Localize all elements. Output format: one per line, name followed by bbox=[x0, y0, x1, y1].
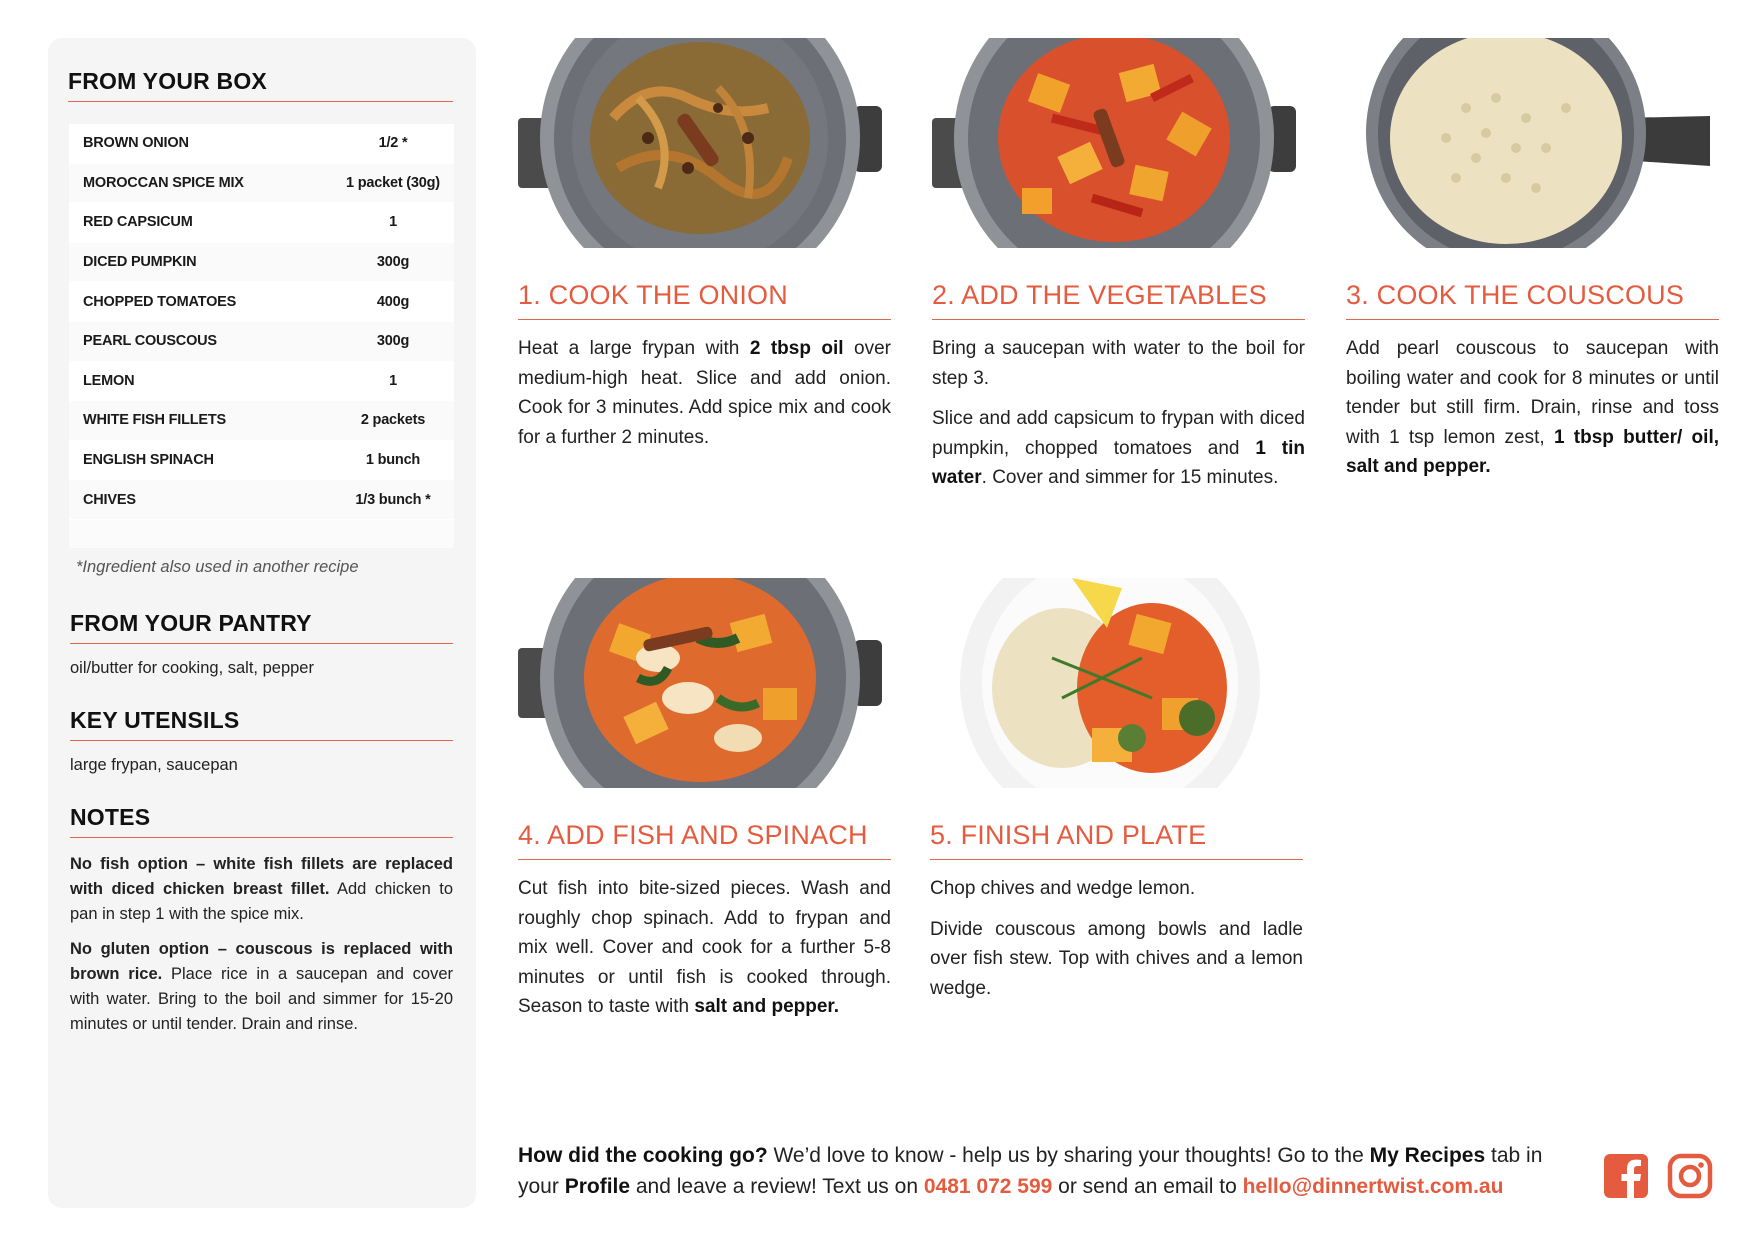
pantry-text: oil/butter for cooking, salt, pepper bbox=[70, 659, 314, 677]
ingredient-name: ENGLISH SPINACH bbox=[83, 452, 214, 469]
step1-title: 1. COOK THE ONION bbox=[518, 280, 891, 320]
footer-text-2: tab in your bbox=[518, 1144, 1543, 1198]
step4-title: 4. ADD FISH AND SPINACH bbox=[518, 820, 891, 860]
step4-photo-pan-fish-spinach bbox=[518, 578, 882, 788]
notes-body bbox=[70, 852, 453, 1047]
from-your-pantry-title: FROM YOUR PANTRY bbox=[70, 610, 453, 644]
step4-text-1: Cut fish into bite-sized pieces. Wash and roughly chop spinach. Add to frypan and mix well. Cover and cook for a further 5-8 minutes or until fish is cooked through. Season to taste with bbox=[518, 878, 891, 1017]
ingredient-qty: 1 bbox=[389, 214, 397, 231]
ingredient-name: WHITE FISH FILLETS bbox=[83, 412, 227, 429]
footer-text-1: We’d love to know - help us by sharing your thoughts! Go to the bbox=[767, 1144, 1370, 1167]
note-no-fish-text: Add chicken to pan in step 1 with the spice mix. bbox=[70, 880, 453, 923]
ingredient-row bbox=[69, 164, 454, 204]
ingredient-row bbox=[69, 243, 454, 283]
step3-paragraph bbox=[1346, 334, 1719, 482]
step2-text-2: . Cover and simmer for 15 minutes. bbox=[981, 467, 1279, 488]
step5-paragraph-2: Divide couscous among bowls and ladle over fish stew. Top with chives and a lemon wedge. bbox=[930, 918, 1303, 999]
ingredient-name: MOROCCAN SPICE MIX bbox=[83, 174, 244, 191]
note-no-gluten bbox=[70, 937, 453, 1037]
step2-text-1: Slice and add capsicum to frypan with diced pumpkin, chopped tomatoes and bbox=[932, 408, 1305, 459]
ingredient-qty: 1/3 bunch * bbox=[355, 491, 431, 508]
ingredient-name: DICED PUMPKIN bbox=[83, 254, 197, 271]
ingredients-table bbox=[69, 124, 454, 548]
ingredient-footnote: *Ingredient also used in another recipe bbox=[76, 558, 359, 576]
ingredient-name: BROWN ONION bbox=[83, 135, 189, 152]
ingredient-qty: 2 packets bbox=[360, 412, 426, 429]
notes-title: NOTES bbox=[70, 804, 453, 838]
facebook-icon[interactable] bbox=[1602, 1152, 1650, 1200]
note-no-fish-bold: No fish option – white fish fillets are replaced with diced chicken breast fillet. bbox=[70, 855, 453, 898]
note-no-fish bbox=[70, 852, 453, 927]
note-no-gluten-text: Place rice in a saucepan and cover with water. Bring to the boil and simmer for 15-20 minutes or until tender. Drain and rinse. bbox=[70, 965, 453, 1033]
step5-photo-plated-dish bbox=[932, 578, 1296, 788]
ingredient-qty: 300g bbox=[376, 333, 410, 350]
step2-photo-pan-vegetables bbox=[932, 38, 1296, 248]
footer-bold-question: How did the cooking go? bbox=[518, 1144, 768, 1167]
step1-paragraph bbox=[518, 334, 891, 452]
step3-body bbox=[1346, 334, 1719, 493]
ingredient-row bbox=[69, 480, 454, 520]
step2-paragraph-2 bbox=[932, 404, 1305, 493]
ingredient-qty: 1 bunch bbox=[365, 452, 421, 469]
footer-profile: Profile bbox=[564, 1175, 631, 1198]
step1-photo-pan-onion bbox=[518, 38, 882, 248]
step2-paragraph-1: Bring a saucepan with water to the boil for step 3. bbox=[932, 338, 1305, 389]
ingredient-name: PEARL COUSCOUS bbox=[83, 333, 217, 350]
ingredient-row bbox=[69, 322, 454, 362]
step3-title: 3. COOK THE COUSCOUS bbox=[1346, 280, 1719, 320]
ingredient-row bbox=[69, 203, 454, 243]
footer-email-link[interactable]: hello@dinnertwist.com.au bbox=[1242, 1175, 1504, 1198]
ingredient-name: RED CAPSICUM bbox=[83, 214, 193, 231]
ingredient-row bbox=[69, 282, 454, 322]
ingredient-qty: 1/2 * bbox=[378, 135, 408, 152]
step5-title: 5. FINISH AND PLATE bbox=[930, 820, 1303, 860]
ingredient-qty: 1 packet (30g) bbox=[346, 174, 440, 191]
ingredient-name: CHIVES bbox=[83, 491, 136, 508]
ingredient-qty: 400g bbox=[376, 293, 410, 310]
ingredients-sidebar bbox=[48, 38, 476, 1208]
ingredient-qty: 1 bbox=[389, 372, 397, 389]
feedback-footer bbox=[518, 1140, 1578, 1202]
from-your-box-title: FROM YOUR BOX bbox=[68, 68, 453, 102]
step4-paragraph bbox=[518, 874, 891, 1022]
ingredient-qty: 300g bbox=[376, 254, 410, 271]
footer-text-4: or send an email to bbox=[1052, 1175, 1243, 1198]
ingredient-name: LEMON bbox=[83, 372, 135, 389]
instagram-icon[interactable] bbox=[1666, 1152, 1714, 1200]
step5-body bbox=[930, 874, 1303, 1014]
footer-phone-link[interactable]: 0481 072 599 bbox=[923, 1175, 1053, 1198]
step4-body bbox=[518, 874, 891, 1033]
ingredient-row bbox=[69, 401, 454, 441]
ingredient-row bbox=[69, 362, 454, 402]
footer-text-3: and leave a review! Text us on bbox=[630, 1175, 924, 1198]
step2-title: 2. ADD THE VEGETABLES bbox=[932, 280, 1305, 320]
ingredient-row bbox=[69, 441, 454, 481]
ingredient-row bbox=[69, 124, 454, 164]
utensils-text: large frypan, saucepan bbox=[70, 756, 238, 774]
step5-paragraph-1: Chop chives and wedge lemon. bbox=[930, 878, 1196, 899]
step1-text-1: Heat a large frypan with bbox=[518, 338, 750, 359]
step4-bold-1: salt and pepper. bbox=[694, 996, 840, 1017]
step3-text-1: Add pearl couscous to saucepan with boiling water and cook for 8 minutes or until tender but still firm. Drain, rinse and toss with 1 tsp lemon zest, bbox=[1346, 338, 1719, 448]
key-utensils-title: KEY UTENSILS bbox=[70, 707, 453, 741]
note-no-gluten-bold: No gluten option – couscous is replaced with brown rice. bbox=[70, 940, 453, 983]
step3-bold-1: 1 tbsp butter/ oil, salt and pepper. bbox=[1346, 426, 1719, 477]
step1-text-2: over medium-high heat. Slice and add onion. Cook for 3 minutes. Add spice mix and cook for a further 2 minutes. bbox=[518, 338, 891, 448]
step1-body bbox=[518, 334, 891, 463]
step2-bold-1: 1 tin water bbox=[932, 437, 1305, 488]
footer-my-recipes: My Recipes bbox=[1369, 1144, 1486, 1167]
ingredient-name: CHOPPED TOMATOES bbox=[83, 293, 237, 310]
step3-photo-couscous-saucepan bbox=[1346, 38, 1710, 248]
step2-body bbox=[932, 334, 1305, 504]
step1-bold-1: 2 tbsp oil bbox=[749, 338, 844, 359]
